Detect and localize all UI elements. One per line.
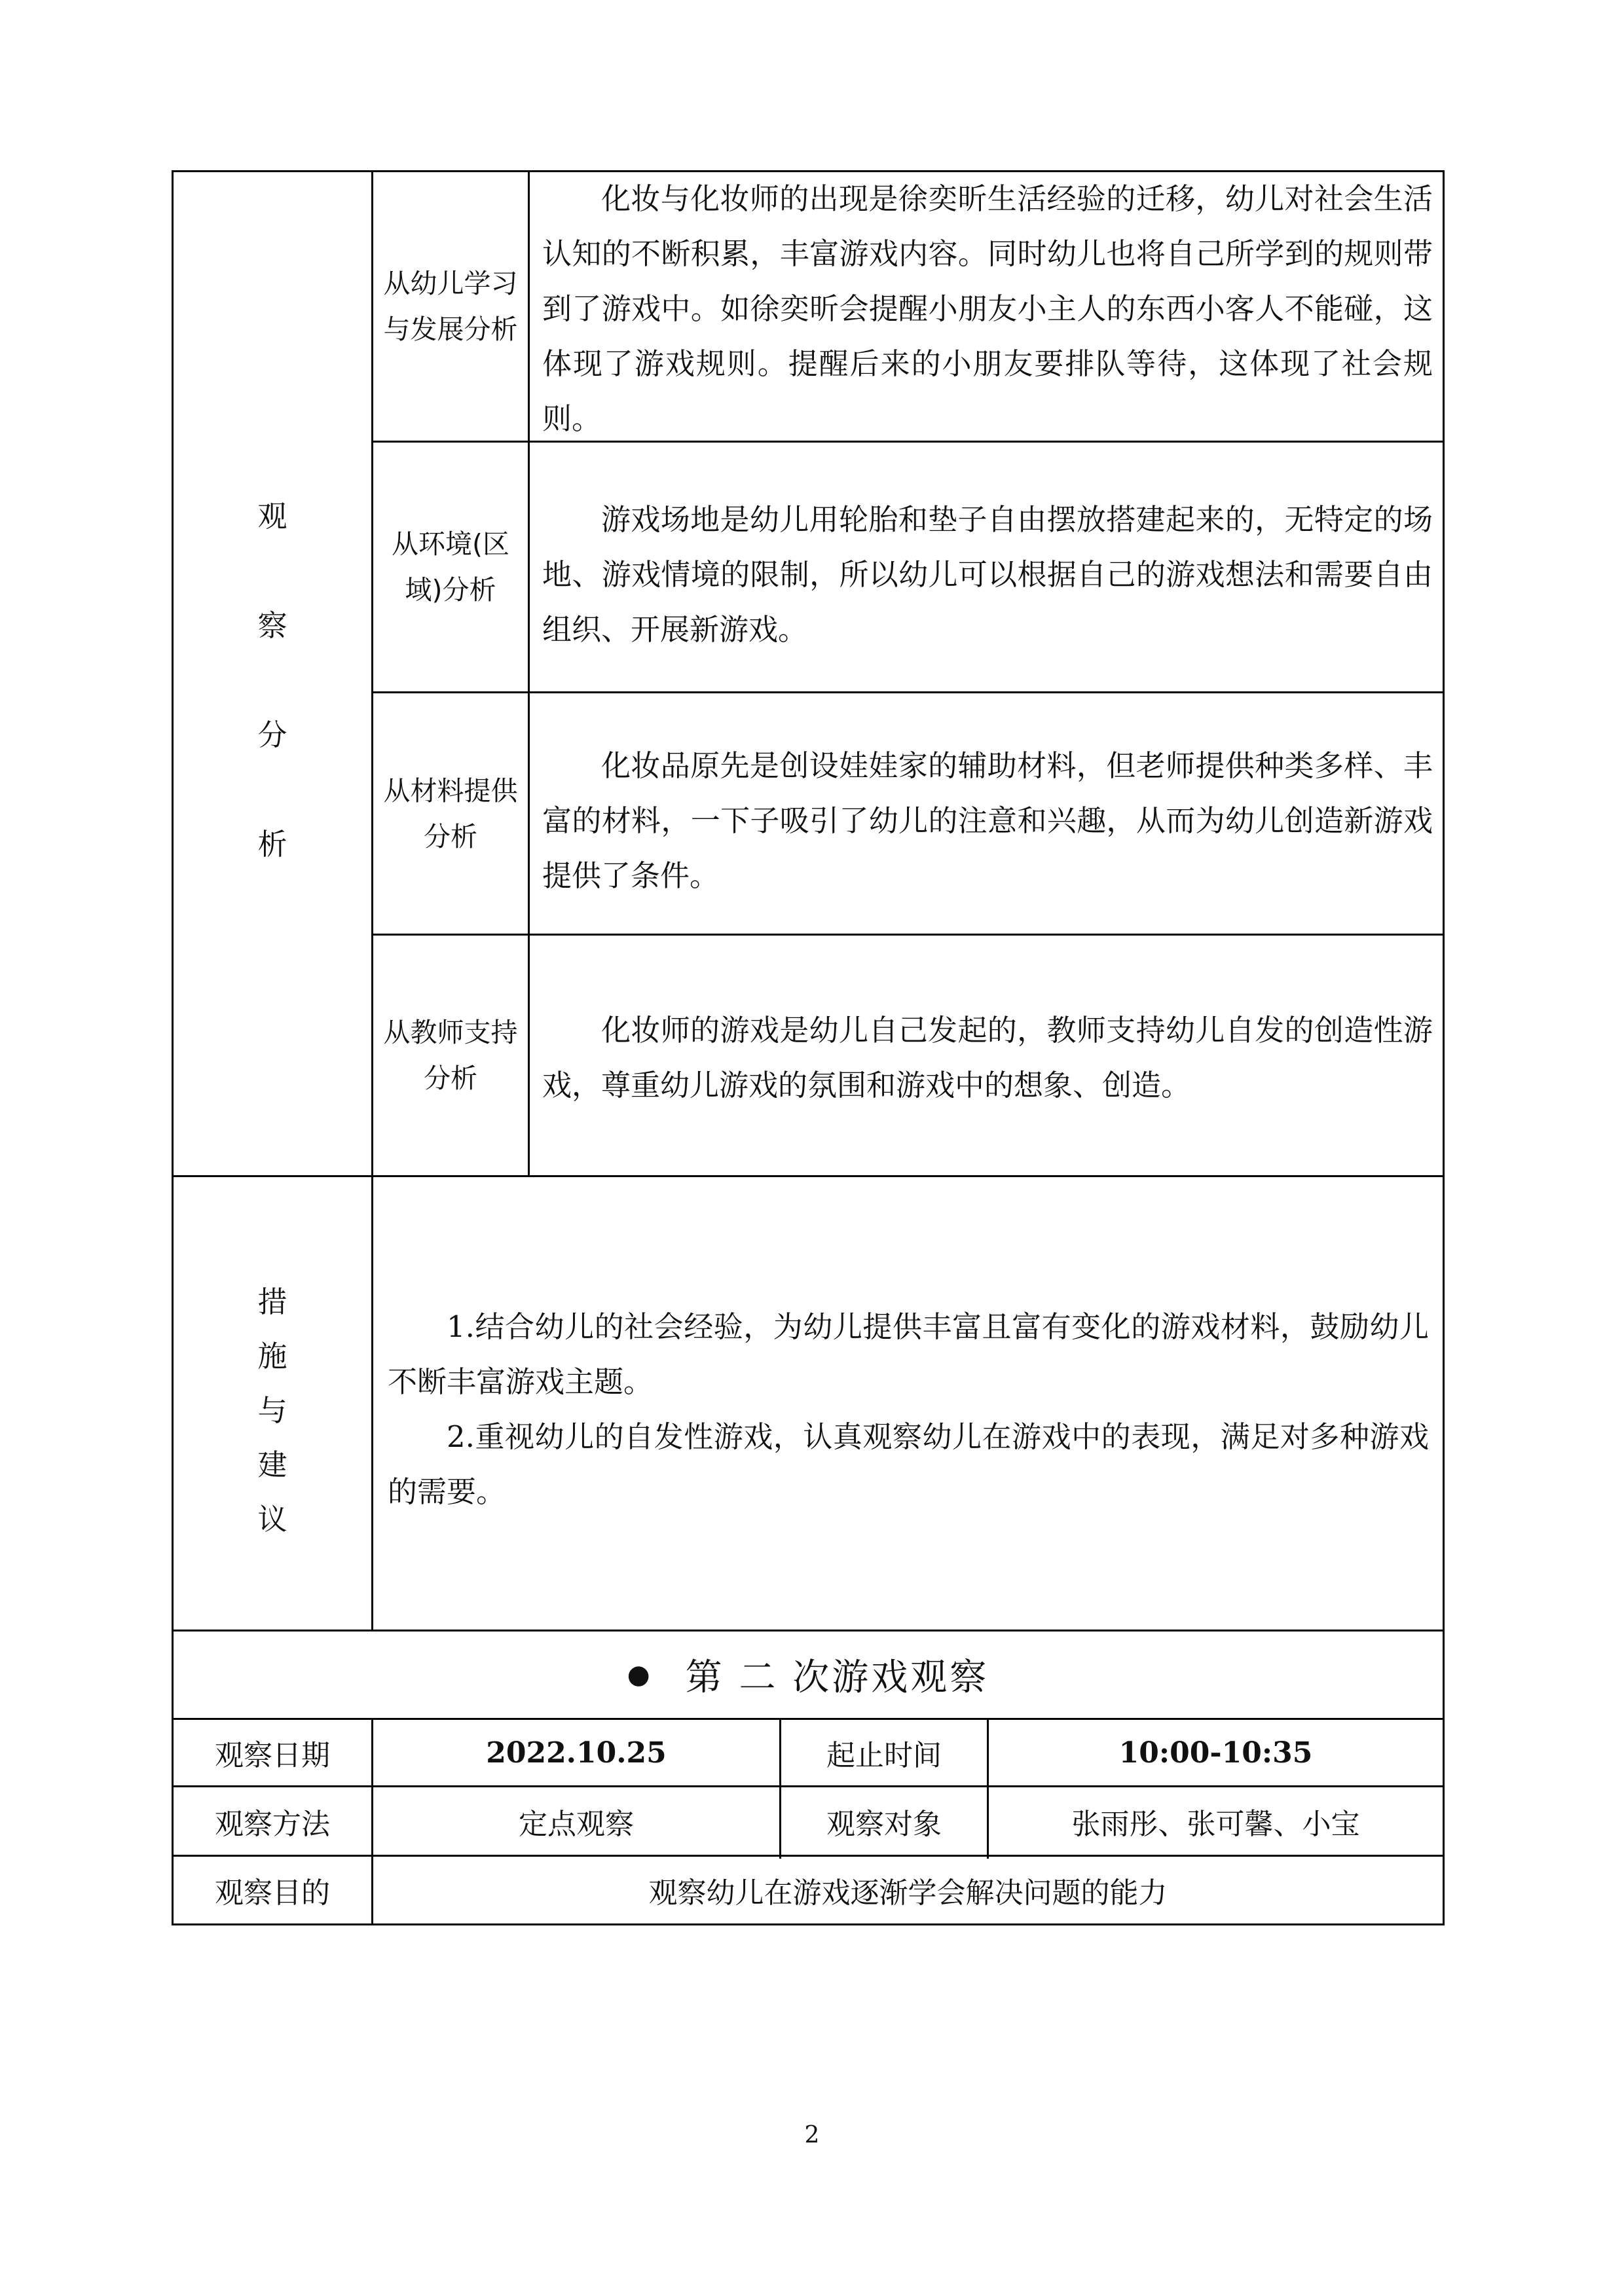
analysis-label-teacher: 从教师支持分析 <box>383 1017 518 1094</box>
analysis-text-materials: 化妆品原先是创设娃娃家的辅助材料，但老师提供种类多样、丰富的材料，一下子吸引了幼儿的注意和兴趣，从而为幼儿创造新游戏提供了条件。 <box>542 748 1433 893</box>
analysis-text-environment: 游戏场地是幼儿用轮胎和垫子自由摆放搭建起来的，无特定的场地、游戏情境的限制，所以幼儿可以根据自己的游戏想法和需要自由组织、开展新游戏。 <box>542 502 1433 647</box>
bullet-icon: ● <box>627 1660 653 1690</box>
measures-label-char: 议 <box>257 1501 287 1537</box>
section-label-char: 析 <box>257 827 287 862</box>
table-border-right <box>1443 170 1445 1925</box>
measures-label-char: 施 <box>257 1338 287 1374</box>
measures-label-char: 建 <box>257 1447 287 1482</box>
analysis-label-environment: 从环境(区域)分析 <box>392 528 509 606</box>
measures-label-char: 与 <box>257 1393 287 1428</box>
row-divider-3 <box>371 934 1445 936</box>
method-value: 定点观察 <box>519 1807 634 1841</box>
row-divider-4 <box>172 1175 1445 1177</box>
measures-item-2: 2.重视幼儿的自发性游戏，认真观察幼儿在游戏中的表现，满足对多种游戏的需要。 <box>388 1419 1429 1509</box>
table-border-bottom <box>172 1923 1445 1925</box>
time-label: 起止时间 <box>826 1739 942 1772</box>
analysis-label-materials: 从材料提供分析 <box>383 774 518 852</box>
analysis-text-teacher: 化妆师的游戏是幼儿自己发起的，教师支持幼儿自发的创造性游戏，尊重幼儿游戏的氛围和游戏中的想象、创造。 <box>542 1013 1433 1102</box>
method-label: 观察方法 <box>215 1807 330 1841</box>
section-label-char: 分 <box>257 718 287 752</box>
purpose-value: 观察幼儿在游戏逐渐学会解决问题的能力 <box>648 1876 1168 1910</box>
section-label-char: 观 <box>257 499 287 534</box>
row-divider-2 <box>371 691 1445 693</box>
measures-label <box>174 1277 371 1539</box>
measures-label-char: 措 <box>257 1284 287 1319</box>
observation-analysis-label <box>174 471 371 884</box>
divider-col2 <box>528 170 530 1176</box>
subject-value: 张雨彤、张可馨、小宝 <box>1071 1807 1360 1841</box>
page-number: 2 <box>804 2121 820 2149</box>
second-observation-title: 第 二 次游戏观察 <box>685 1656 989 1699</box>
second-observation-header <box>174 1631 1443 1718</box>
analysis-label-learning: 从幼儿学习与发展分析 <box>383 268 518 345</box>
time-value: 10:00-10:35 <box>1118 1736 1313 1770</box>
analysis-text-learning: 化妆与化妆师的出现是徐奕昕生活经验的迁移，幼儿对社会生活认知的不断积累，丰富游戏内容。同时幼儿也将自己所学到的规则带到了游戏中。如徐奕昕会提醒小朋友小主人的东西小客人不能碰，这体现了游戏规则。提醒后来的小朋友要排队等待，这体现了社会规则。 <box>542 181 1433 436</box>
date-label: 观察日期 <box>215 1739 330 1772</box>
subject-label: 观察对象 <box>826 1807 942 1841</box>
section-label-char: 察 <box>257 608 287 643</box>
date-value: 2022.10.25 <box>486 1736 667 1770</box>
purpose-label: 观察目的 <box>215 1876 330 1910</box>
measures-item-1: 1.结合幼儿的社会经验，为幼儿提供丰富且富有变化的游戏材料，鼓励幼儿不断丰富游戏主题。 <box>388 1309 1429 1399</box>
